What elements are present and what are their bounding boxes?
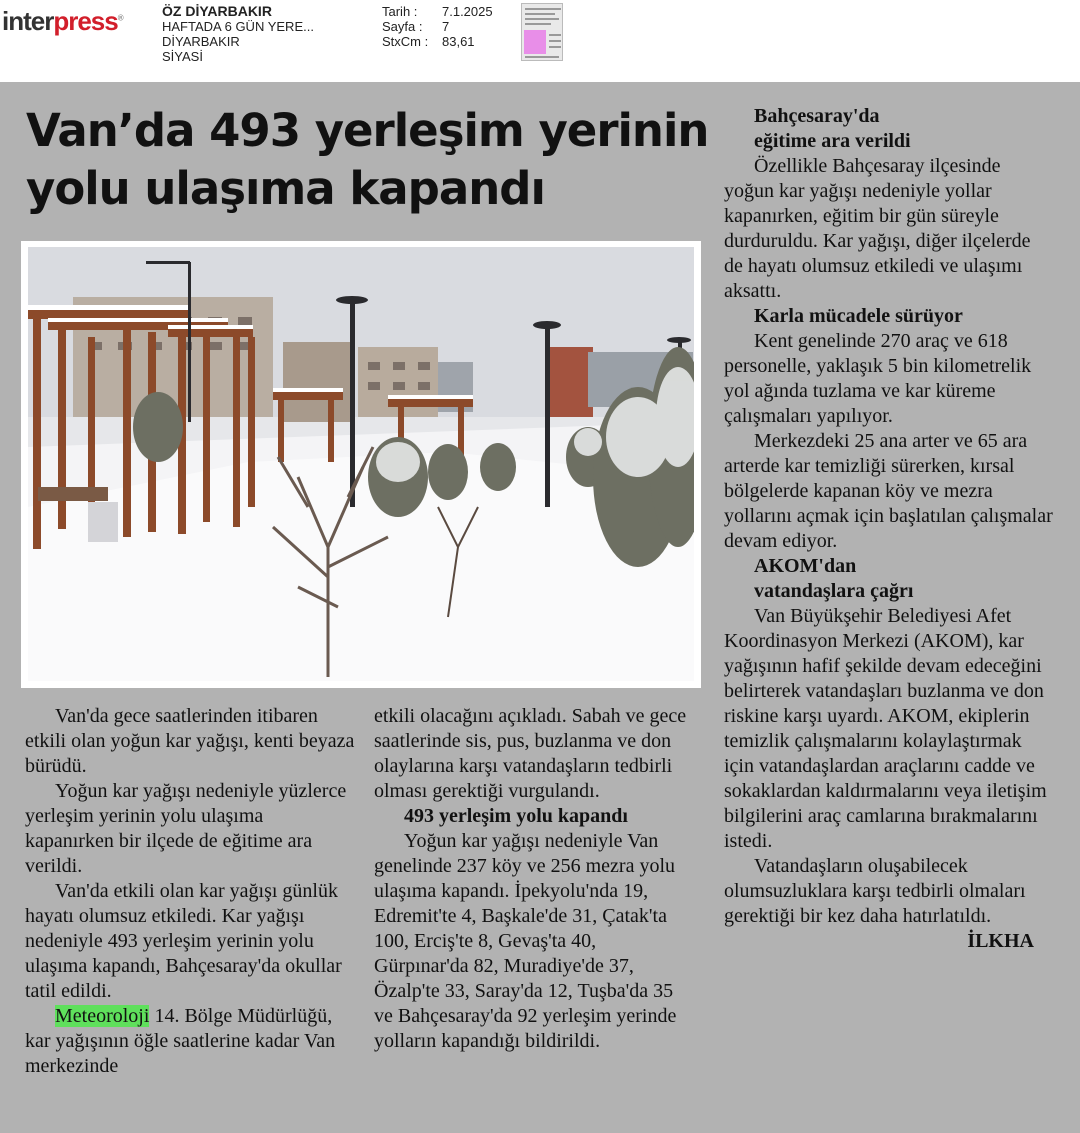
headline: Van’da 493 yerleşim yerinin yolu ulaşıma kapandı (26, 104, 709, 215)
article-column-1 (25, 704, 355, 1079)
paragraph: Van'da gece saatlerinden itibaren etkili olan yoğun kar yağışı, kenti beyaza bürüdü. (25, 705, 355, 777)
paragraph: Vatandaşların oluşabilecek olumsuzluklara karşı tedbirli olmaları gerektiği bir kez daha hatırlatıldı. (724, 855, 1026, 927)
subheading: Bahçesaray'da eğitime ara verildi (754, 105, 911, 152)
snow-park-photo (21, 241, 701, 688)
paragraph: etkili olacağını açıkladı. Sabah ve gece saatlerinde sis, pus, buzlanma ve don olaylarına karşı vatandaşların tedbirli olması gerektiği vurgulandı. (374, 705, 687, 802)
paragraph: Meteoroloji 14. Bölge Müdürlüğü, kar yağışının öğle saatlerine kadar Van merkezinde (25, 1005, 336, 1077)
publication-frequency: HAFTADA 6 GÜN YERE... (162, 19, 314, 34)
article-column-2 (374, 704, 694, 1054)
clipping-meta (382, 4, 493, 49)
news-agency: İLKHA (967, 930, 1034, 952)
paragraph: Özellikle Bahçesaray ilçesinde yoğun kar yağışı nedeniyle yollar kapanırken, eğitim bir gün süreyle durduruldu. Kar yağışı, diğer ilçelerde de hayatı olumsuz etkiledi ve ulaşımı aksattı. (724, 155, 1031, 302)
subheading: 493 yerleşim yolu kapandı (404, 805, 628, 827)
paragraph: Van Büyükşehir Belediyesi Afet Koordinasyon Merkezi (AKOM), kar yağışının hafif şekilde devam edeceğini belirterek vatandaşları buzlanma ve don riskine karşı uyardı. AKOM, ekiplerin temizlik çalışmalarını kolaylaştırmak için vatandaşlardan araçlarını cadde ve sokaklardan kaldırmalarını veya iletişim bilgilerini araç camlarına bırakmalarını istedi. (724, 605, 1047, 852)
publication-name: ÖZ DİYARBAKIR (162, 3, 272, 19)
article-column-3 (724, 104, 1054, 954)
byline (724, 929, 1054, 954)
paragraph: Yoğun kar yağışı nedeniyle yüzlerce yerleşim yerinin yolu ulaşıma kapanırken bir ilçede de eğitime ara verildi. (25, 780, 347, 877)
publication-city: DİYARBAKIR (162, 34, 240, 49)
paragraph: Van'da etkili olan kar yağışı günlük hayatı olumsuz etkiledi. Kar yağışı nedeniyle 493 yerleşim yerinin yolu ulaşıma kapandı, Bahçesaray'da okullar tatil edildi. (25, 880, 342, 1002)
paragraph: Merkezdeki 25 ana arter ve 65 ara arterde kar temizliği sürerken, kırsal bölgelerde kapanan köy ve mezra yollarını açmak için başlatılan çalışmalar devam ediyor. (724, 430, 1053, 552)
publication-section: SİYASİ (162, 49, 203, 64)
meta-row-stxcm: StxCm : 83,61 (382, 34, 475, 49)
paragraph: Kent genelinde 270 araç ve 618 personelle, yaklaşık 5 bin kilometrelik yol ağında tuzlama ve kar küreme çalışmaları yapılıyor. (724, 330, 1032, 427)
clipping-header (0, 0, 1080, 82)
meta-row-date: Tarih : 7.1.2025 (382, 4, 493, 19)
snow-park-image (28, 247, 694, 681)
interpress-logo: interpress® (2, 6, 123, 36)
subheading: Karla mücadele sürüyor (754, 305, 963, 327)
article-clipping (0, 82, 1080, 1133)
highlighted-keyword: Meteoroloji (55, 1005, 150, 1027)
paragraph: Yoğun kar yağışı nedeniyle Van genelinde 237 köy ve 256 mezra yolu ulaşıma kapandı. İpekyolu'nda 19, Edremit'te 4, Başkale'de 31, Çatak'ta 100, Erciş'te 8, Gevaş'ta 40, Gürpınar'da 82, Muradiye'de 37, Özalp'te 33, Saray'da 12, Tuşba'da 35 ve Bahçesaray'da 92 yerleşim yerinde yolların kapandığı bildirildi. (374, 830, 677, 1052)
subheading: AKOM'dan vatandaşlara çağrı (754, 555, 914, 602)
page-thumbnail[interactable] (521, 3, 563, 61)
publication-info (162, 4, 314, 64)
meta-row-page: Sayfa : 7 (382, 19, 450, 34)
